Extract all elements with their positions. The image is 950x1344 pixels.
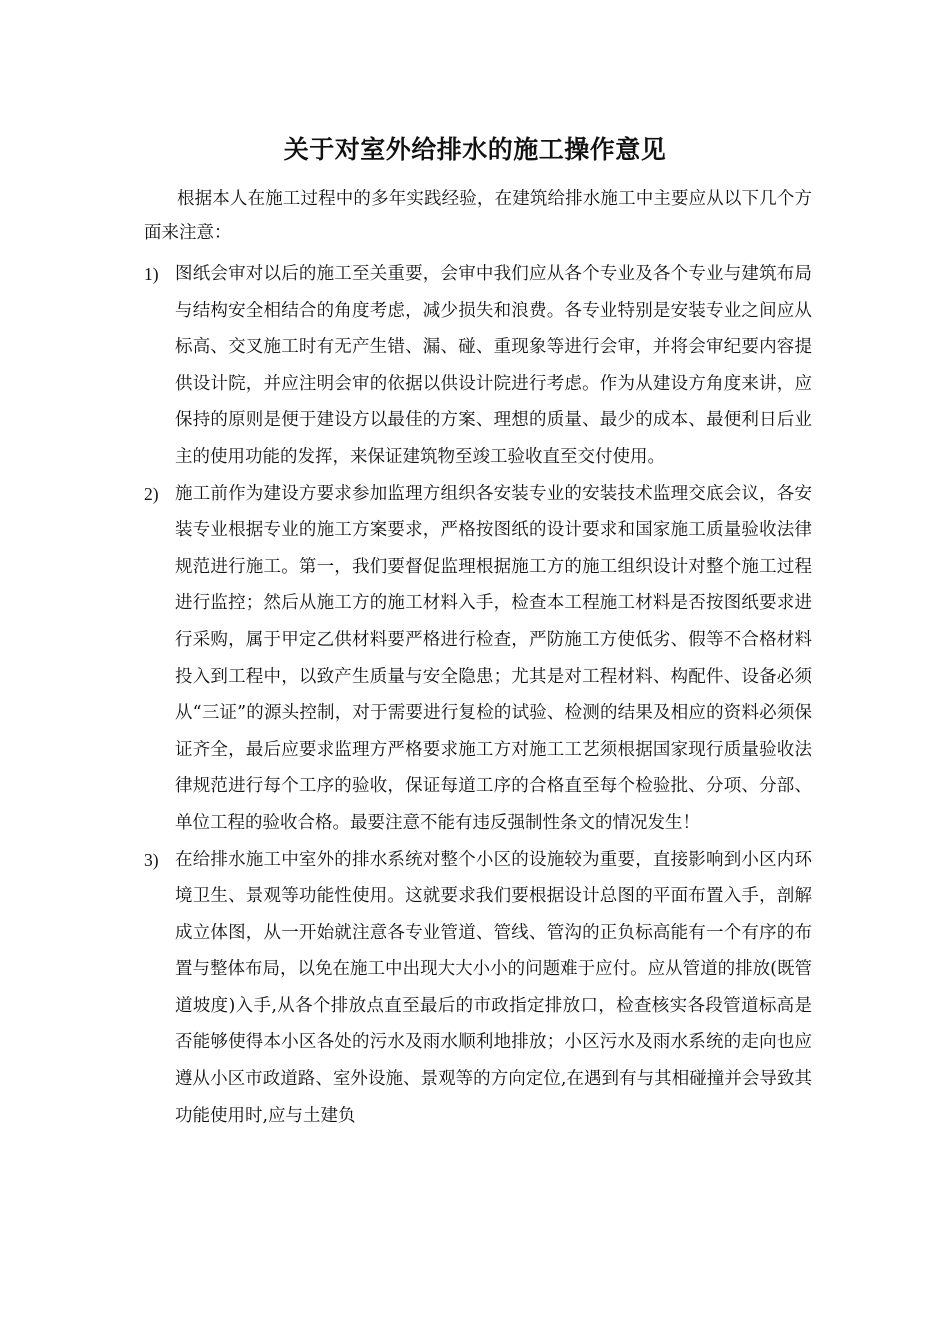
list-item: [144, 256, 812, 476]
intro-paragraph: 根据本人在施工过程中的多年实践经验，在建筑给排水施工中主要应从以下几个方面来注意：: [144, 189, 812, 243]
list-item: [144, 476, 812, 842]
list-marker: 1): [144, 264, 159, 284]
list-item: [144, 842, 812, 1135]
list-marker: 3): [144, 849, 159, 870]
numbered-list: [144, 256, 812, 1134]
list-item-text: 图纸会审对以后的施工至关重要，会审中我们应从各个专业及各个专业与建筑布局与结构安全相结合的角度考虑，减少损失和浪费。各专业特别是安装专业之间应从标高、交叉施工时有无产生错、漏、碰、重现象等进行会审，并将会审纪要内容提供设计院，并应注明会审的依据以供设计院进行考虑。作为从建设方角度来讲，应保持的原则是便于建设方以最佳的方案、理想的质量、最少的成本、最便利日后业主的使用功能的发挥，来保证建筑物至竣工验收直至交付使用。: [175, 264, 812, 467]
list-item-text: 施工前作为建设方要求参加监理方组织各安装专业的安装技术监理交底会议，各安装专业根据专业的施工方案要求，严格按图纸的设计要求和国家施工质量验收法律规范进行施工。第一，我们要督促监理根据施工方的施工组织设计对整个施工过程进行监控；然后从施工方的施工材料入手，检查本工程施工材料是否按图纸要求进行采购，属于甲定乙供材料要严格进行检查，严防施工方使低劣、假等不合格材料投入到工程中，以致产生质量与安全隐患；尤其是对工程材料、构配件、设备必须从“三证”的源头控制，对于需要进行复检的试验、检测的结果及相应的资料必须保证齐全，最后应要求监理方严格要求施工方对施工工艺须根据国家现行质量验收法律规范进行每个工序的验收，保证每道工序的合格直至每个检验批、分项、分部、单位工程的验收合格。最要注意不能有违反强制性条文的情况发生！: [175, 483, 812, 833]
list-marker: 2): [144, 483, 159, 504]
document-title: 关于对室外给排水的施工操作意见: [283, 135, 667, 164]
list-item-text: 在给排水施工中室外的排水系统对整个小区的设施较为重要，直接影响到小区内环境卫生、景观等功能性使用。这就要求我们要根据设计总图的平面布置入手，剖解成立体图，从一开始就注意各专业管道、管线、管沟的正负标高能有一个有序的布置与整体布局，以免在施工中出现大大小小的问题难于应付。应从管道的排放(既管道坡度)入手,从各个排放点直至最后的市政指定排放口，检查核实各段管道标高是否能够使得本小区各处的污水及雨水顺利地排放；小区污水及雨水系统的走向也应遵从小区市政道路、室外设施、景观等的方向定位,在遇到有与其相碰撞并会导致其功能使用时,应与土建负: [175, 849, 812, 1126]
